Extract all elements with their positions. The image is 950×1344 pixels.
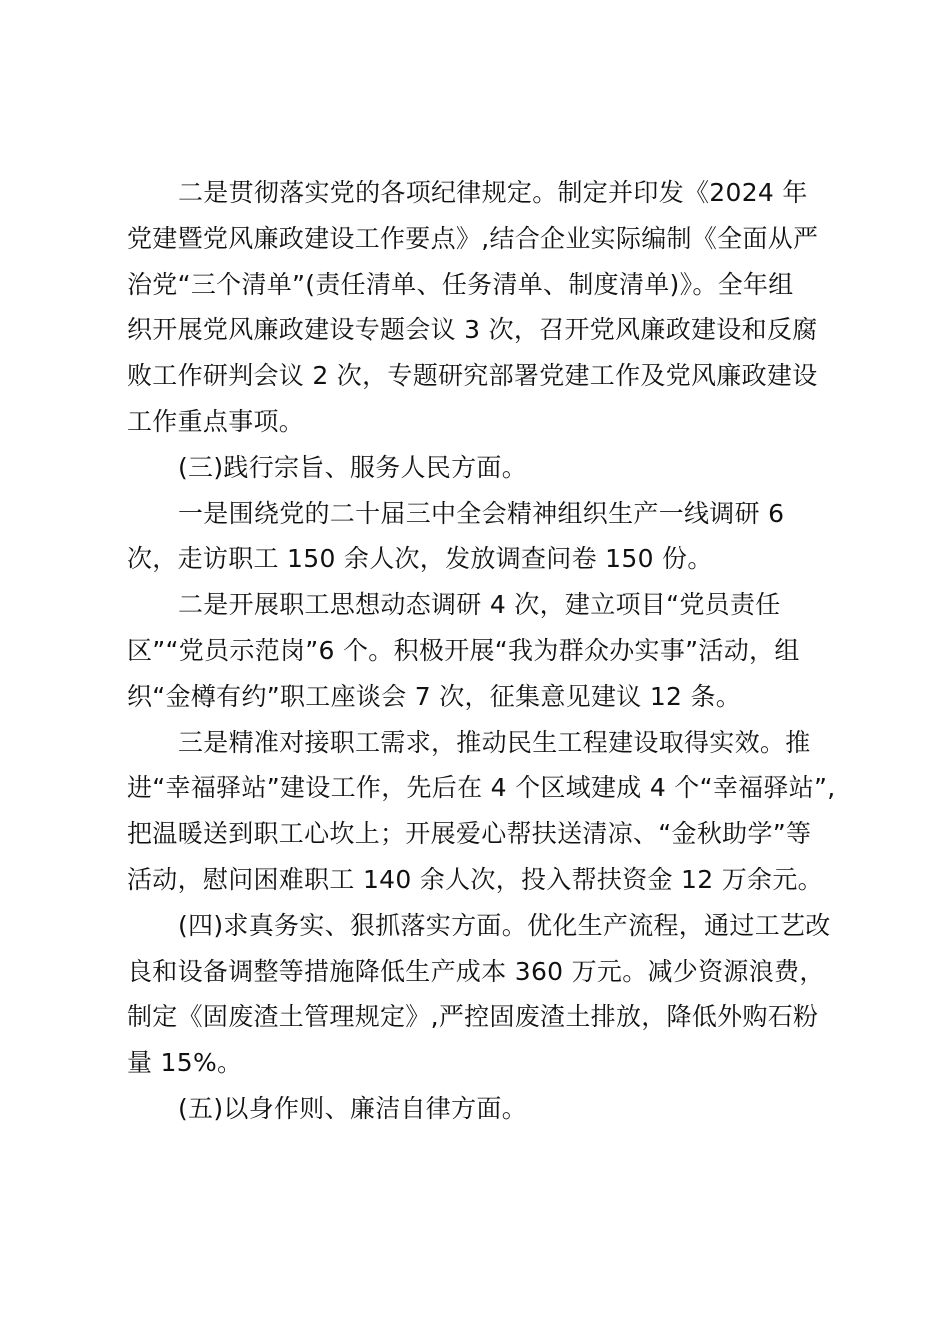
paragraph-line: 二是开展职工思想动态调研 4 次，建立项目“党员责任 xyxy=(178,590,781,620)
paragraph-line: 党建暨党风廉政建设工作要点》,结合企业实际编制《全面从严 xyxy=(127,223,819,253)
paragraph-line: 次，走访职工 150 余人次，发放调查问卷 150 份。 xyxy=(127,544,713,574)
section-heading: (四)求真务实、狠抓落实方面。优化生产流程，通过工艺改 xyxy=(178,910,831,940)
paragraph-line: 织“金樽有约”职工座谈会 7 次，征集意见建议 12 条。 xyxy=(127,681,742,711)
section-heading: (五)以身作则、廉洁自律方面。 xyxy=(178,1093,528,1123)
paragraph-line: 织开展党风廉政建设专题会议 3 次，召开党风廉政建设和反腐 xyxy=(127,315,818,345)
paragraph-line: 制定《固废渣土管理规定》,严控固废渣土排放，降低外购石粉 xyxy=(127,1002,819,1032)
paragraph-line: 败工作研判会议 2 次，专题研究部署党建工作及党风廉政建设 xyxy=(127,361,818,391)
paragraph-line: 二是贯彻落实党的各项纪律规定。制定并印发《2024 年 xyxy=(178,178,808,207)
paragraph-line: 活动，慰问困难职工 140 余人次，投入帮扶资金 12 万余元。 xyxy=(127,864,823,894)
paragraph-line: 工作重点事项。 xyxy=(127,406,305,436)
paragraph-line: 区”“党员示范岗”6 个。积极开展“我为群众办实事”活动，组 xyxy=(127,635,800,665)
section-heading: (三)践行宗旨、服务人民方面。 xyxy=(178,452,528,482)
paragraph-line: 进“幸福驿站”建设工作，先后在 4 个区域建成 4 个“幸福驿站”, xyxy=(127,773,836,803)
document-body xyxy=(127,170,836,1132)
paragraph-line: 量 15%。 xyxy=(127,1048,243,1078)
paragraph-line: 三是精准对接职工需求，推动民生工程建设取得实效。推 xyxy=(178,727,811,757)
paragraph-line: 一是围绕党的二十届三中全会精神组织生产一线调研 6 xyxy=(178,498,785,528)
paragraph-line: 把温暖送到职工心坎上；开展爱心帮扶送清凉、“金秋助学”等 xyxy=(127,819,812,849)
paragraph-line: 良和设备调整等措施降低生产成本 360 万元。减少资源浪费， xyxy=(127,956,825,986)
paragraph-line: 治党“三个清单”(责任清单、任务清单、制度清单)》。全年组 xyxy=(127,269,794,299)
